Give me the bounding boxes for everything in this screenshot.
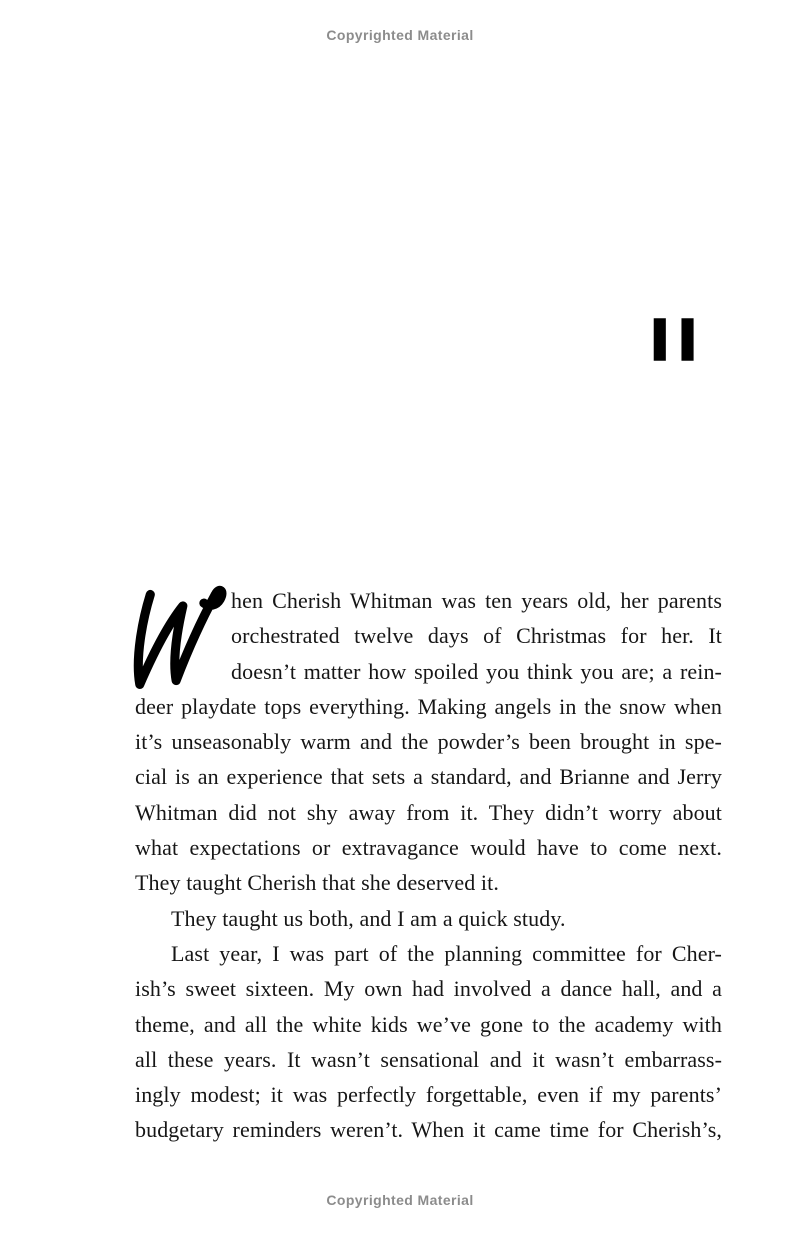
text-line: all these years. It wasn’t sensational and it wasn’t embarrass- <box>135 1046 722 1072</box>
text-line: theme, and all the white kids we’ve gone to the academy with <box>135 1011 722 1037</box>
text-line: Whitman did not shy away from it. They didn’t worry about <box>135 799 722 825</box>
text-line: cial is an experience that sets a standard, and Brianne and Jerry <box>135 764 722 790</box>
copyright-notice-top: Copyrighted Material <box>326 27 474 43</box>
text-line: what expectations or extravagance would have to come next. <box>135 835 722 861</box>
text-line: doesn’t matter how spoiled you think you are; a rein- <box>231 658 722 684</box>
text-line: it’s unseasonably warm and the powder’s been brought in spe- <box>135 729 722 755</box>
chapter-number: II <box>649 309 705 374</box>
text-line: orchestrated twelve days of Christmas for her. It <box>231 623 722 649</box>
text-line: deer playdate tops everything. Making angels in the snow when <box>135 693 722 719</box>
text-line: ingly modest; it was perfectly forgettable, even if my parents’ <box>135 1082 722 1108</box>
text-line: budgetary reminders weren’t. When it came time for Cherish’s, <box>135 1117 722 1143</box>
text-line: They taught Cherish that she deserved it. <box>135 870 499 896</box>
text-line: ish’s sweet sixteen. My own had involved a dance hall, and a <box>135 976 722 1002</box>
text-line: Last year, I was part of the planning committee for Cher- <box>171 940 722 966</box>
text-line: They taught us both, and I am a quick study. <box>171 905 566 931</box>
copyright-notice-bottom: Copyrighted Material <box>326 1192 474 1208</box>
text-line: hen Cherish Whitman was ten years old, her parents <box>231 588 722 613</box>
body-text <box>135 583 722 1148</box>
